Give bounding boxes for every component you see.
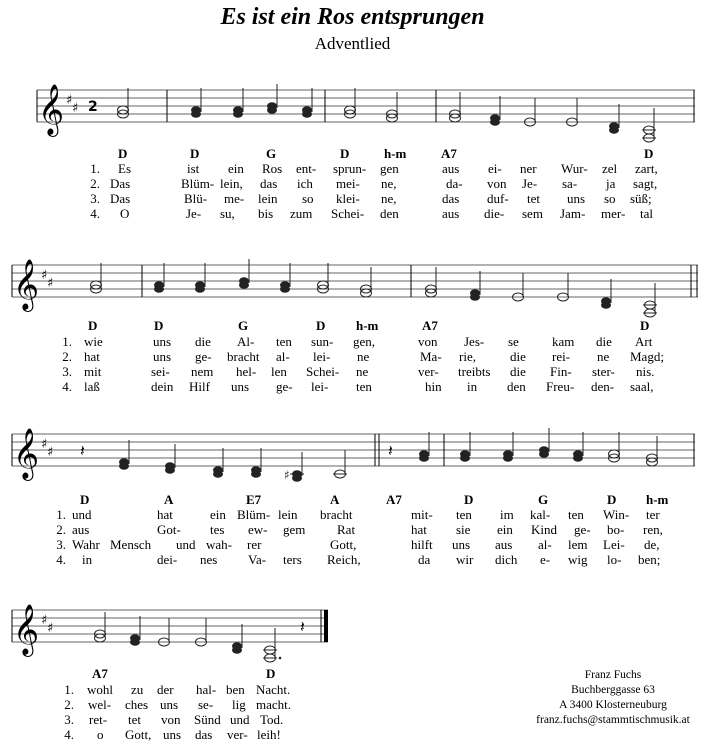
syllable: Sünd — [194, 712, 221, 727]
rest-icon: 𝄽 — [80, 441, 85, 460]
syllable: Das — [110, 191, 131, 206]
verse-number: 4. — [90, 206, 100, 221]
syllable: gem — [283, 522, 306, 537]
chord-row-2 — [0, 318, 705, 334]
treble-clef-icon: 𝄞 — [13, 428, 40, 479]
syllable: den — [507, 379, 526, 394]
syllable: zum — [290, 206, 313, 221]
chord: A7 — [386, 492, 402, 507]
syllable: so — [302, 191, 314, 206]
syllable: nis. — [636, 364, 655, 379]
syllable: ein — [228, 161, 244, 176]
syllable: Nacht. — [256, 682, 291, 697]
syllable: Wahr — [72, 537, 100, 552]
syllable: o — [97, 727, 104, 742]
chord: D — [118, 146, 128, 161]
syllable: lig — [232, 697, 246, 712]
sharp-icon: ♯ — [41, 437, 48, 452]
chord: A7 — [441, 146, 457, 161]
sharp-icon: ♯ — [72, 101, 79, 116]
syllable: da — [418, 552, 431, 567]
staff-system-2 — [0, 255, 705, 320]
lyric-line — [0, 191, 705, 206]
syllable: tet — [527, 191, 540, 206]
sharp-icon: ♯ — [66, 93, 73, 108]
sharp-icon: ♯ — [47, 276, 54, 291]
syllable: ret- — [89, 712, 108, 727]
syllable: uns — [153, 349, 172, 364]
syllable: rie, — [459, 349, 476, 364]
syllable: Kind — [531, 522, 557, 537]
syllable: lein, — [220, 176, 243, 191]
chord: D — [340, 146, 350, 161]
syllable: lem — [568, 537, 588, 552]
author-contact — [528, 668, 698, 728]
syllable: ver- — [418, 364, 439, 379]
verse-number: 1. — [56, 507, 66, 522]
chord: h-m — [356, 318, 379, 333]
chord: D — [644, 146, 654, 161]
syllable: hat — [411, 522, 427, 537]
syllable: Win- — [603, 507, 630, 522]
verse-number: 2. — [90, 176, 100, 191]
syllable: ne — [357, 349, 370, 364]
lyric-line — [0, 349, 705, 364]
chord-row-3 — [0, 492, 705, 508]
syllable: ten — [568, 507, 584, 522]
syllable: Tod. — [260, 712, 284, 727]
syllable: Art — [635, 334, 653, 349]
syllable: kam — [552, 334, 575, 349]
syllable: uns — [153, 334, 172, 349]
song-subtitle: Adventlied — [314, 34, 391, 53]
syllable: leih! — [257, 727, 281, 742]
syllable: Fin- — [550, 364, 572, 379]
syllable: ver- — [227, 727, 248, 742]
syllable: duf- — [487, 191, 509, 206]
lyric-line — [0, 507, 705, 522]
syllable: von — [487, 176, 507, 191]
verse-number: 1. — [62, 334, 72, 349]
syllable: bracht — [227, 349, 260, 364]
treble-clef-icon: 𝄞 — [13, 259, 40, 310]
syllable: ge- — [276, 379, 293, 394]
staff-system-1 — [0, 80, 705, 150]
syllable: kal- — [530, 507, 551, 522]
syllable: ren, — [643, 522, 663, 537]
sharp-icon: ♯ — [47, 621, 54, 636]
chord: D — [80, 492, 90, 507]
syllable: zart, — [635, 161, 658, 176]
syllable: wir — [456, 552, 474, 567]
staff-system-4 — [0, 600, 705, 672]
syllable: und — [176, 537, 196, 552]
chord: D — [316, 318, 326, 333]
syllable: Schei- — [306, 364, 340, 379]
syllable: im — [500, 507, 514, 522]
syllable: se — [508, 334, 519, 349]
song-title: Es ist ein Ros entsprungen — [220, 4, 485, 30]
syllable: hat — [84, 349, 100, 364]
syllable: Jam- — [560, 206, 586, 221]
syllable: den- — [591, 379, 615, 394]
syllable: e- — [540, 552, 551, 567]
notes — [95, 612, 282, 662]
syllable: zu — [131, 682, 144, 697]
chord: D — [464, 492, 474, 507]
treble-clef-icon: 𝄞 — [13, 604, 40, 655]
syllable: und — [230, 712, 250, 727]
syllable: sprun- — [333, 161, 367, 176]
syllable: Reich, — [327, 552, 361, 567]
lyric-line — [0, 552, 705, 567]
verse-number: 2. — [62, 349, 72, 364]
syllable: bis — [258, 206, 274, 221]
syllable: lo- — [607, 552, 622, 567]
chord-row-1 — [0, 146, 705, 162]
syllable: al- — [276, 349, 290, 364]
syllable: ein — [210, 507, 226, 522]
chord: D — [640, 318, 650, 333]
syllable: gen, — [353, 334, 376, 349]
syllable: Blü- — [184, 191, 208, 206]
chord: D — [607, 492, 617, 507]
syllable: ent- — [296, 161, 317, 176]
syllable: uns — [231, 379, 250, 394]
chord: A — [164, 492, 174, 507]
chord: D — [88, 318, 98, 333]
syllable: Das — [110, 176, 131, 191]
syllable: ne — [356, 364, 369, 379]
syllable: Hilf — [189, 379, 210, 394]
syllable: Blüm- — [181, 176, 215, 191]
staff-lines — [37, 90, 695, 122]
staff-lines — [12, 265, 698, 297]
syllable: so — [604, 191, 616, 206]
syllable: das — [260, 176, 278, 191]
syllable: lein — [278, 507, 298, 522]
syllable: uns — [163, 727, 182, 742]
syllable: in — [467, 379, 478, 394]
chord: E7 — [246, 492, 262, 507]
syllable: su, — [220, 206, 235, 221]
syllable: Lei- — [603, 537, 625, 552]
syllable: ster- — [592, 364, 615, 379]
syllable: Wur- — [561, 161, 588, 176]
syllable: ner — [520, 161, 537, 176]
syllable: dei- — [157, 552, 178, 567]
syllable: aus — [495, 537, 513, 552]
syllable: mit- — [411, 507, 433, 522]
syllable: die- — [484, 206, 505, 221]
syllable: lein — [258, 191, 278, 206]
syllable: lei- — [313, 349, 331, 364]
syllable: de, — [644, 537, 660, 552]
rest-icon: 𝄽 — [388, 441, 393, 460]
syllable: aus — [442, 161, 460, 176]
lyric-line — [0, 537, 705, 552]
syllable: len — [271, 364, 287, 379]
syllable: Got- — [157, 522, 181, 537]
syllable: in — [82, 552, 93, 567]
syllable: das — [442, 191, 460, 206]
lyric-line — [0, 379, 705, 394]
syllable: hel- — [236, 364, 257, 379]
syllable: von — [418, 334, 438, 349]
syllable: hilft — [411, 537, 433, 552]
syllable: wah- — [206, 537, 232, 552]
chord: h-m — [646, 492, 669, 507]
syllable: wohl — [87, 682, 113, 697]
syllable: bo- — [607, 522, 625, 537]
syllable: die — [596, 334, 612, 349]
chord: A7 — [422, 318, 438, 333]
chord: A7 — [92, 666, 108, 681]
syllable: ten — [356, 379, 372, 394]
author-email[interactable]: franz.fuchs@stammtischmusik.at — [536, 714, 690, 726]
syllable: Jes- — [464, 334, 485, 349]
syllable: ge- — [574, 522, 591, 537]
chord: D — [190, 146, 200, 161]
syllable: wel- — [88, 697, 112, 712]
lyric-line — [0, 727, 705, 742]
syllable: Je- — [186, 206, 202, 221]
verse-number: 2. — [56, 522, 66, 537]
syllable: saal, — [630, 379, 654, 394]
chord: A — [330, 492, 340, 507]
syllable: ches — [125, 697, 149, 712]
syllable: Magd; — [630, 349, 664, 364]
syllable: sei- — [151, 364, 170, 379]
syllable: da- — [446, 176, 463, 191]
syllable: uns — [452, 537, 471, 552]
syllable: tal — [640, 206, 653, 221]
syllable: al- — [538, 537, 552, 552]
syllable: sagt, — [633, 176, 658, 191]
syllable: Va- — [248, 552, 267, 567]
syllable: sie — [456, 522, 471, 537]
syllable: sa- — [562, 176, 578, 191]
syllable: laß — [84, 379, 100, 394]
syllable: sun- — [311, 334, 334, 349]
syllable: macht. — [256, 697, 292, 712]
syllable: rei- — [552, 349, 571, 364]
syllable: uns — [160, 697, 179, 712]
verse-number: 4. — [64, 727, 74, 742]
syllable: sem — [522, 206, 543, 221]
syllable: dein — [151, 379, 174, 394]
syllable: bracht — [320, 507, 353, 522]
syllable: klei- — [336, 191, 360, 206]
syllable: Mensch — [110, 537, 152, 552]
verse-number: 2. — [64, 697, 74, 712]
syllable: und — [72, 507, 92, 522]
syllable: Gott, — [330, 537, 357, 552]
sharp-icon: ♯ — [41, 268, 48, 283]
lyric-line — [0, 364, 705, 379]
syllable: ei- — [488, 161, 502, 176]
syllable: das — [195, 727, 213, 742]
syllable: ist — [187, 161, 200, 176]
syllable: ne, — [381, 176, 397, 191]
syllable: ne — [597, 349, 610, 364]
syllable: tes — [210, 522, 225, 537]
syllable: me- — [224, 191, 245, 206]
verse-number: 1. — [90, 161, 100, 176]
syllable: aus — [442, 206, 460, 221]
syllable: hin — [425, 379, 442, 394]
lyric-line — [0, 176, 705, 191]
syllable: von — [161, 712, 181, 727]
syllable: uns — [567, 191, 586, 206]
syllable: lei- — [311, 379, 329, 394]
verse-number: 1. — [64, 682, 74, 697]
notes — [118, 84, 657, 142]
syllable: Ros — [262, 161, 283, 176]
syllable: O — [120, 206, 130, 221]
syllable: mer- — [601, 206, 626, 221]
verse-number: 3. — [56, 537, 66, 552]
chord: G — [538, 492, 549, 507]
syllable: Al- — [237, 334, 255, 349]
syllable: tet — [128, 712, 141, 727]
chord: h-m — [384, 146, 407, 161]
syllable: hal- — [196, 682, 217, 697]
lyric-line — [0, 206, 705, 221]
syllable: ja — [606, 176, 616, 191]
staff-system-3 — [0, 424, 705, 496]
syllable: mit — [84, 364, 102, 379]
syllable: süß; — [630, 191, 652, 206]
author-city: A 3400 Klosterneuburg — [559, 699, 667, 711]
syllable: ben; — [638, 552, 661, 567]
syllable: die — [510, 364, 526, 379]
verse-number: 3. — [64, 712, 74, 727]
syllable: ten — [276, 334, 292, 349]
chord: D — [154, 318, 164, 333]
syllable: die — [510, 349, 526, 364]
syllable: se- — [198, 697, 214, 712]
treble-clef-icon: 𝄞 — [38, 84, 65, 135]
syllable: ters — [283, 552, 302, 567]
syllable: hat — [157, 507, 173, 522]
sharp-icon: ♯ — [41, 613, 48, 628]
syllable: Schei- — [331, 206, 365, 221]
staff-lines — [12, 434, 695, 466]
syllable: nem — [191, 364, 214, 379]
syllable: ew- — [248, 522, 268, 537]
syllable: Ma- — [420, 349, 442, 364]
syllable: ter — [646, 507, 660, 522]
lyric-line — [0, 161, 705, 176]
syllable: ein — [497, 522, 513, 537]
lyric-line — [0, 334, 705, 349]
syllable: Es — [118, 161, 131, 176]
syllable: Gott, — [125, 727, 152, 742]
rest-icon: 𝄽 — [300, 617, 305, 636]
verse-number: 3. — [62, 364, 72, 379]
verse-number: 4. — [62, 379, 72, 394]
syllable: Je- — [522, 176, 538, 191]
svg-text:♯: ♯ — [284, 468, 290, 482]
syllable: der — [157, 682, 174, 697]
time-signature: 2 — [88, 99, 98, 115]
author-street: Buchberggasse 63 — [571, 684, 655, 696]
syllable: aus — [72, 522, 90, 537]
syllable: zel — [602, 161, 618, 176]
staff-lines — [12, 610, 328, 642]
author-name: Franz Fuchs — [584, 669, 642, 681]
syllable: wig — [568, 552, 588, 567]
chord: D — [266, 666, 276, 681]
syllable: Blüm- — [237, 507, 271, 522]
syllable: ben — [226, 682, 245, 697]
syllable: treibts — [458, 364, 491, 379]
syllable: mei- — [336, 176, 360, 191]
syllable: die — [195, 334, 211, 349]
chord: G — [238, 318, 249, 333]
syllable: Freu- — [546, 379, 575, 394]
syllable: dich — [495, 552, 518, 567]
verse-number: 3. — [90, 191, 100, 206]
syllable: wie — [84, 334, 103, 349]
syllable: rer — [247, 537, 262, 552]
syllable: ge- — [195, 349, 212, 364]
syllable: ne, — [381, 191, 397, 206]
syllable: den — [380, 206, 399, 221]
chord: G — [266, 146, 277, 161]
sharp-icon: ♯ — [47, 445, 54, 460]
verse-number: 4. — [56, 552, 66, 567]
syllable: gen — [380, 161, 399, 176]
lyric-line — [0, 522, 705, 537]
syllable: ich — [297, 176, 313, 191]
syllable: ten — [456, 507, 472, 522]
syllable: Rat — [337, 522, 356, 537]
notes — [91, 259, 658, 317]
syllable: nes — [200, 552, 218, 567]
